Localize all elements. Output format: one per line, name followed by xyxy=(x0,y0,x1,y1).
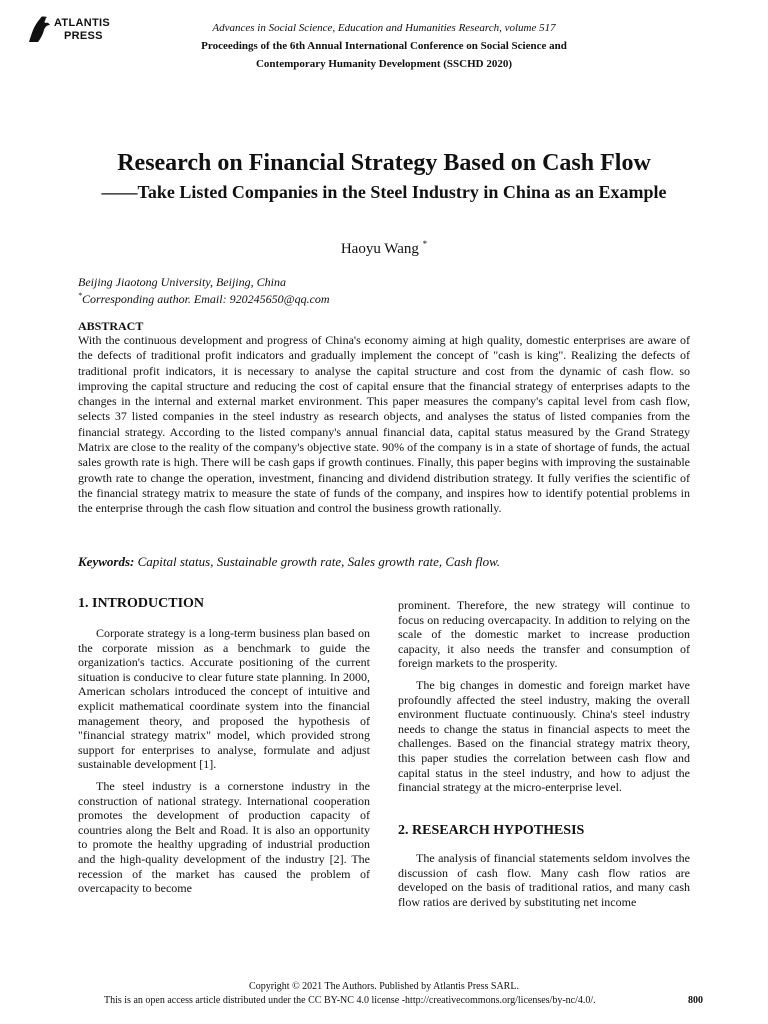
keywords-text: Capital status, Sustainable growth rate, Sales growth rate, Cash flow. xyxy=(137,554,501,569)
section-heading-research-hypothesis: 2. RESEARCH HYPOTHESIS xyxy=(398,823,585,838)
corresponding-line xyxy=(78,289,330,306)
intro-paragraph-2: The steel industry is a cornerstone industry in the construction of national strategy. International cooperation promotes the development of production capacity of countries along the Belt and Road. It is also an opportunity to promote the healthy upgrading of industrial production and the high-quality development of the industry [2]. The recession of the market has caused the problem of overcapacity to become xyxy=(78,778,370,896)
keywords-line xyxy=(78,554,690,570)
intro-paragraph-3: The big changes in domestic and foreign market have profoundly affected the steel industry, making the overall environment fluctuate continuously. China's steel industry needs to change the status in financial aspects to meet the challenges. Based on the financial strategy matrix theory, this paper studies the correlation between cash flow and capital status in the steel industry, and how to adjust the financial strategy at the micro-enterprise level. xyxy=(398,677,690,795)
proceedings-line1: Proceedings of the 6th Annual International Conference on Social Science and xyxy=(201,40,567,52)
logo-line1: ATLANTIS xyxy=(54,17,110,29)
affiliation-block xyxy=(78,275,330,306)
author-mark: * xyxy=(422,239,428,249)
series-line: Advances in Social Science, Education and Humanities Research, volume 517 xyxy=(212,22,556,34)
hypothesis-paragraph-1: The analysis of financial statements seldom involves the discussion of cash flow. Many cash flow ratios are developed on the basis of traditional ratios, and many cash flow ratios are derived by substituting net income xyxy=(398,851,690,909)
keywords-label: Keywords: xyxy=(78,554,135,569)
paper-title: Research on Financial Strategy Based on Cash Flow xyxy=(117,150,651,176)
author-name: Haoyu Wang xyxy=(340,241,419,257)
abstract-text: With the continuous development and progress of China's economy aiming at high quality, domestic enterprises are aware of the defects of traditional profit indicators and gradually implement the concept of "cash is king". Realizing the defects of traditional profit indicators, it is necessary to analyse the capital structure and cost from the dynamic of cash flow. so improving the capital structure and reducing the cost of capital ensure that the financial strategy of enterprises adapts to the changes in the internal and external market environment. This paper measures the company's capital level from cash flow, selects 37 listed companies in the steel industry as research objects, and analyses the status of listed companies from the financial strategy. According to the listed company's annual financial data, capital status measured by the Grand Strategy Matrix are close to the reality of the company's objective state. 90% of the company is in a state of shortage of funds, the actual sales growth rate is high. There will be cash gaps if growth continues. Finally, this paper begins with improving the sustainable growth rate to change the operation, investment, financing and dividend distribution strategy. It fully verifies the scientific of the financial strategy matrix to measure the state of funds of the company, and inspires how to identify potential problems in the enterprise through the cash flow situation and control the business growth rationally. xyxy=(78,333,690,516)
right-column-section2 xyxy=(398,851,690,916)
left-column xyxy=(78,626,370,903)
proceedings-line2: Contemporary Humanity Development (SSCHD 2020) xyxy=(255,58,513,70)
intro-paragraph-2-continued: prominent. Therefore, the new strategy will continue to focus on reducing overcapacity. In addition to relying on the scale of the domestic market to increase production capacity, it also needs the transfer and consumption of foreign markets to the prosperity. xyxy=(398,598,690,671)
page-number: 800 xyxy=(688,995,703,1006)
license-line: This is an open access article distributed under the CC BY-NC 4.0 license -http://creativecommons.org/licenses/by-nc/4.0/. xyxy=(104,995,596,1006)
logo-line2: PRESS xyxy=(64,30,103,42)
author-line xyxy=(0,239,768,258)
affiliation: Beijing Jiaotong University, Beijing, China xyxy=(78,275,286,289)
paper-subtitle: ——Take Listed Companies in the Steel Industry in China as an Example xyxy=(101,182,667,202)
section-heading-introduction: 1. INTRODUCTION xyxy=(78,596,205,611)
corresponding-mark: * xyxy=(78,291,82,300)
abstract-heading: ABSTRACT xyxy=(78,319,144,333)
corresponding-author: Corresponding author. Email: 920245650@qq.com xyxy=(82,292,330,306)
intro-paragraph-1: Corporate strategy is a long-term business plan based on the corporate mission as a benchmark to guide the organization's tactics. Accurate positioning of the current situation is conducive to clear future state planning. In 2000, American scholars introduced the concept of intuitive and explicit mathematical coordinate system into the financial management theory, and proposed the hypothesis of "financial strategy matrix" model, which provided strong support for enterprises to analyse, formulate and adjust sustainable development [1]. xyxy=(78,626,370,772)
copyright-line: Copyright © 2021 The Authors. Published by Atlantis Press SARL. xyxy=(249,981,519,992)
right-column xyxy=(398,598,690,802)
